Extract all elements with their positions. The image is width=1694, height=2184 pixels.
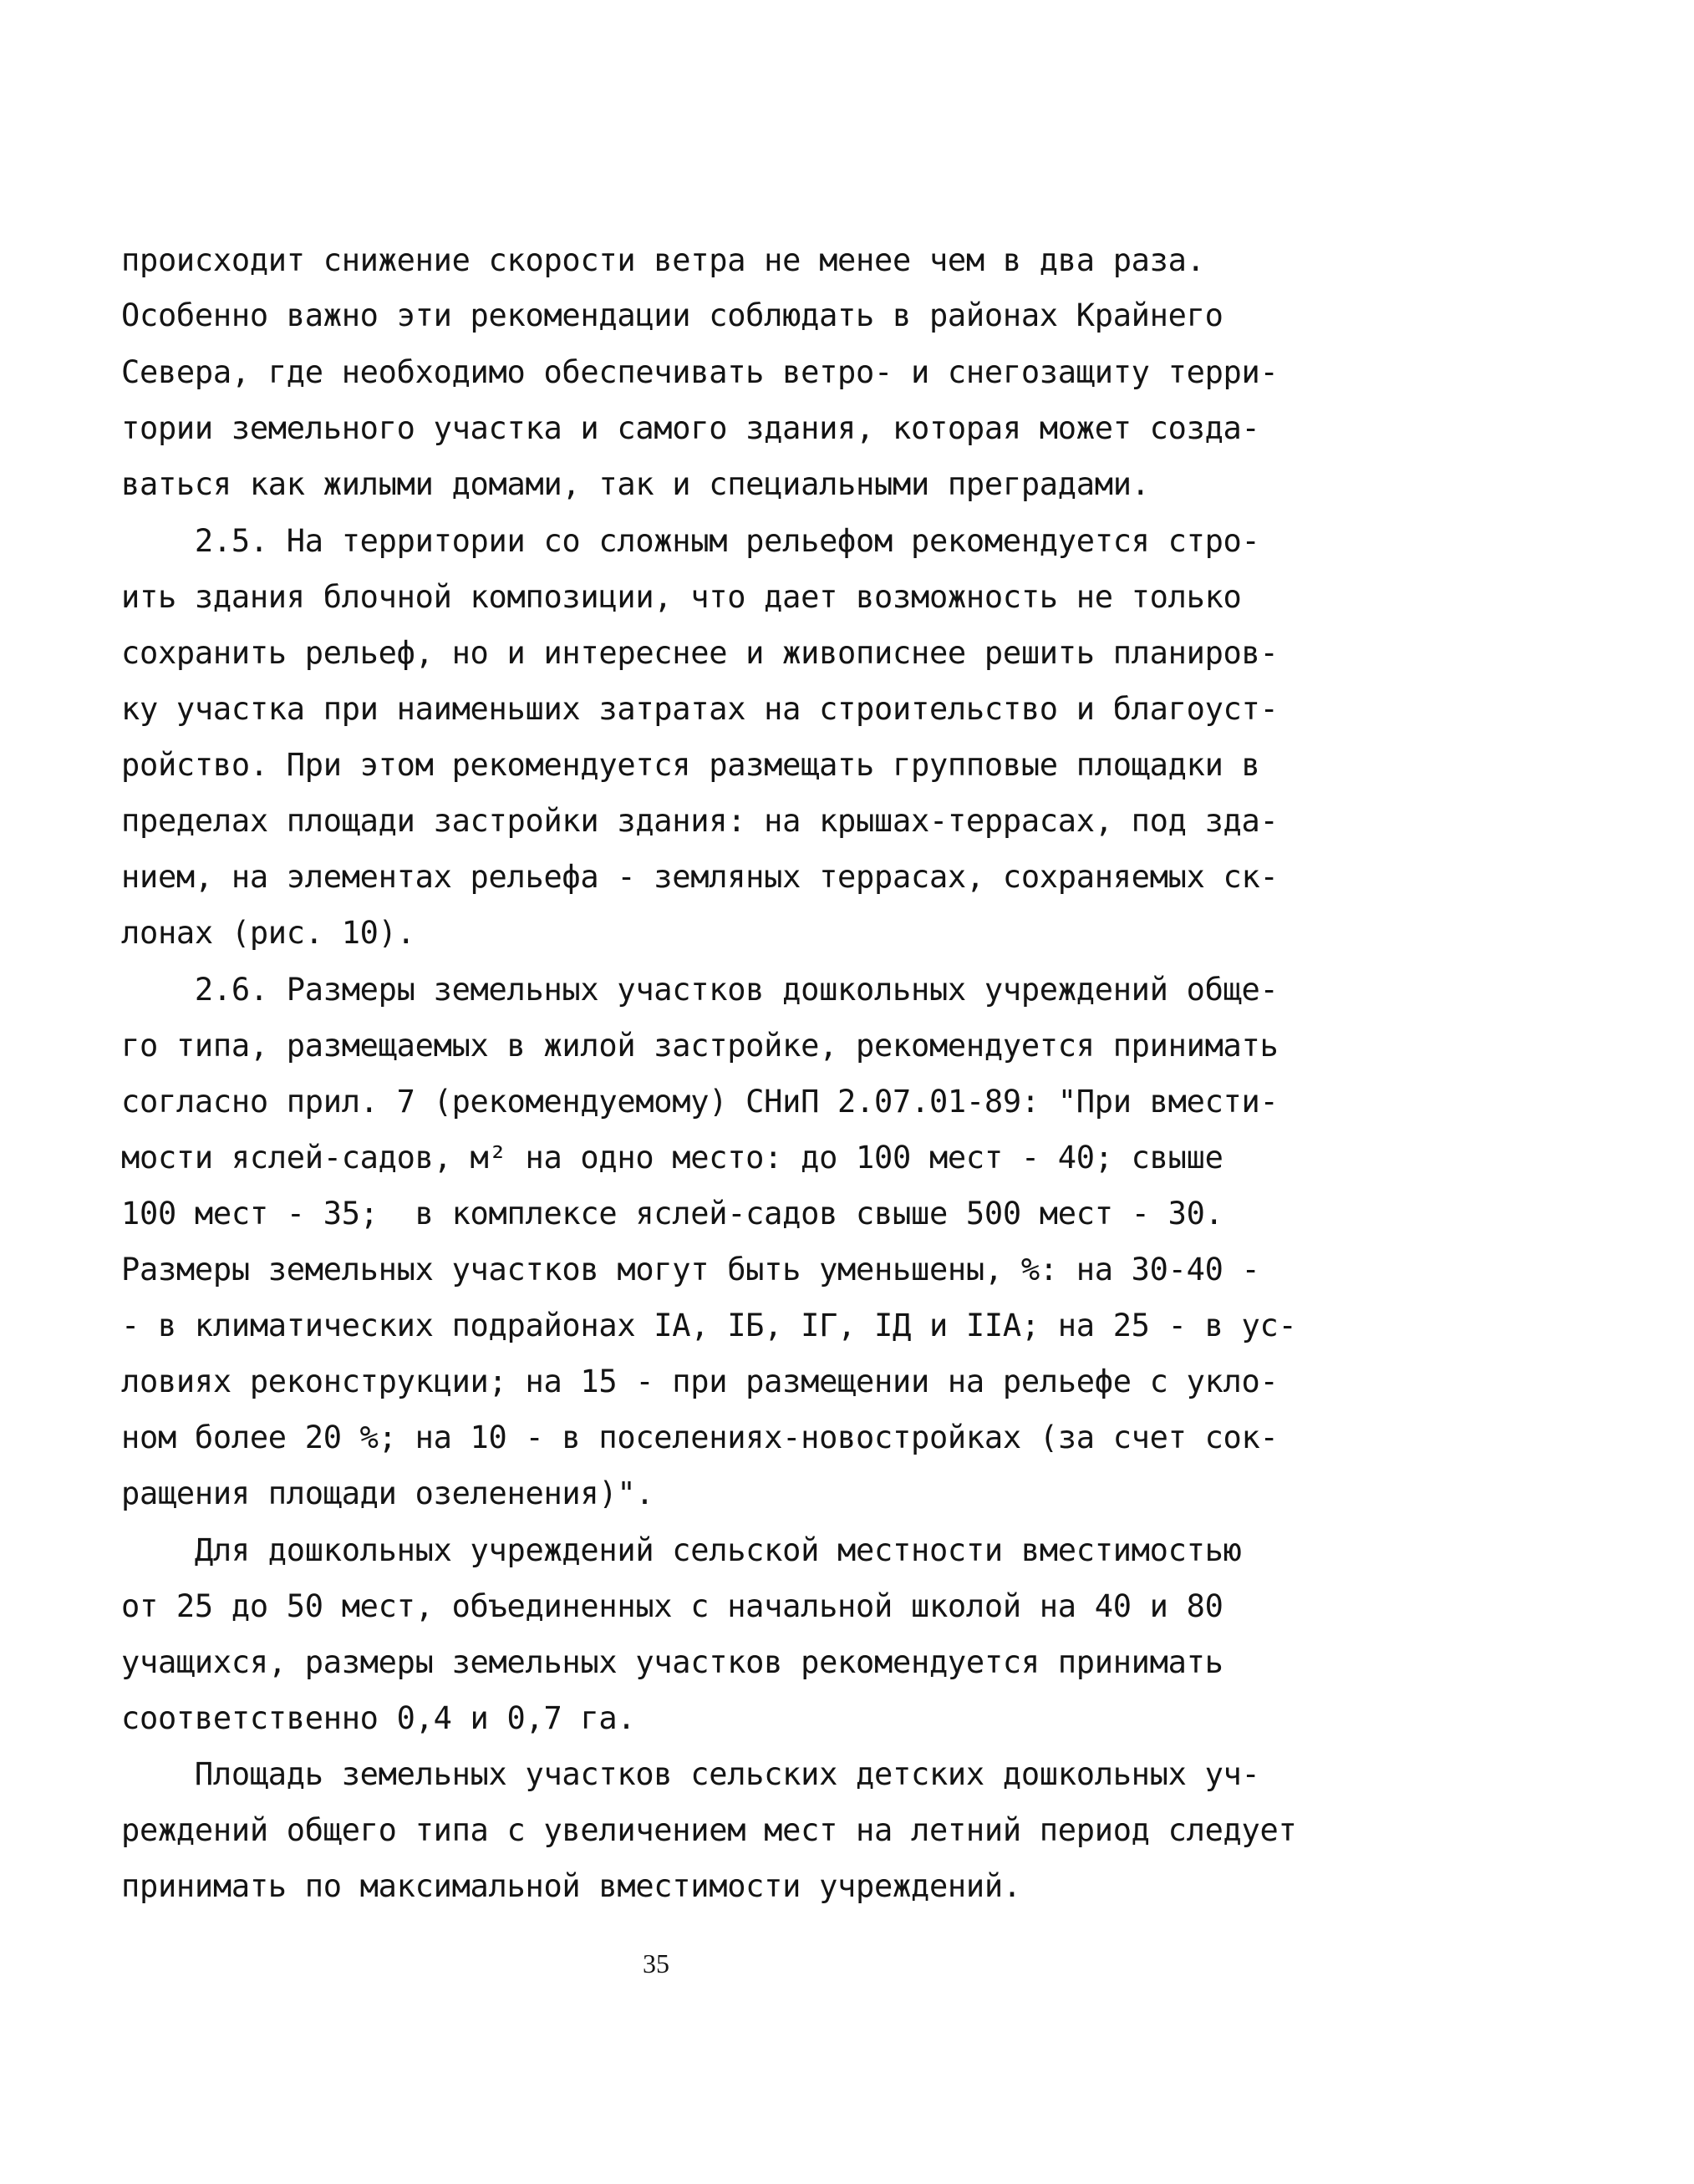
text-line: го типа, размещаемых в жилой застройке, рекомендуется принимать [121, 1028, 1279, 1064]
paragraph-rural-start: Для дошкольных учреждений сельской местности вместимостью [121, 1532, 1242, 1568]
text-line: нием, на элементах рельефа - земляных террасах, сохраняемых ск- [121, 859, 1279, 895]
text-line: согласно прил. 7 (рекомендуемому) СНиП 2.07.01-89: "При вмести- [121, 1084, 1279, 1120]
text-line: лонах (рис. 10). [121, 915, 415, 951]
text-line: учащихся, размеры земельных участков рекомендуется принимать [121, 1644, 1223, 1680]
paragraph-area-start: Площадь земельных участков сельских детских дошкольных уч- [121, 1756, 1260, 1792]
text-line: 100 мест - 35; в комплексе яслей-садов свыше 500 мест - 30. [121, 1196, 1223, 1232]
text-line: пределах площади застройки здания: на крышах-террасах, под зда- [121, 803, 1279, 839]
text-line: ловиях реконструкции; на 15 - при размещении на рельефе с укло- [121, 1364, 1279, 1399]
text-line: ваться как жилыми домами, так и специальными преградами. [121, 466, 1150, 502]
text-line: тории земельного участка и самого здания, которая может созда- [121, 410, 1260, 446]
text-line: соответственно 0,4 и 0,7 га. [121, 1700, 636, 1736]
text-line: Севера, где необходимо обеспечивать ветро- и снегозащиту терри- [121, 354, 1279, 390]
page-number: 35 [643, 1948, 669, 1978]
text-line: от 25 до 50 мест, объединенных с начальной школой на 40 и 80 [121, 1588, 1223, 1624]
text-line: - в климатических подрайонах IA, IБ, IГ, IД и IIA; на 25 - в ус- [121, 1308, 1297, 1343]
text-line: происходит снижение скорости ветра не менее чем в два раза. [121, 242, 1205, 278]
text-line: принимать по максимальной вместимости учреждений. [121, 1868, 1021, 1904]
text-line: сохранить рельеф, но и интереснее и живописнее решить планиров- [121, 635, 1279, 671]
text-line: ройство. При этом рекомендуется размещать групповые площадки в [121, 747, 1260, 783]
paragraph-2-6-start: 2.6. Размеры земельных участков дошкольных учреждений обще- [121, 972, 1279, 1008]
text-line: реждений общего типа с увеличением мест на летний период следует [121, 1812, 1297, 1848]
text-line: мости яслей-садов, м² на одно место: до 100 мест - 40; свыше [121, 1140, 1223, 1176]
text-line: ить здания блочной композиции, что дает возможность не только [121, 579, 1242, 615]
text-line: Размеры земельных участков могут быть уменьшены, %: на 30-40 - [121, 1252, 1260, 1288]
text-line: Особенно важно эти рекомендации соблюдать в районах Крайнего [121, 297, 1223, 333]
text-line: ку участка при наименьших затратах на строительство и благоуст- [121, 691, 1279, 727]
text-line: ращения площади озеленения)". [121, 1475, 654, 1511]
paragraph-2-5-start: 2.5. На территории со сложным рельефом рекомендуется стро- [121, 523, 1260, 559]
text-line: ном более 20 %; на 10 - в поселениях-новостройках (за счет сок- [121, 1420, 1279, 1455]
